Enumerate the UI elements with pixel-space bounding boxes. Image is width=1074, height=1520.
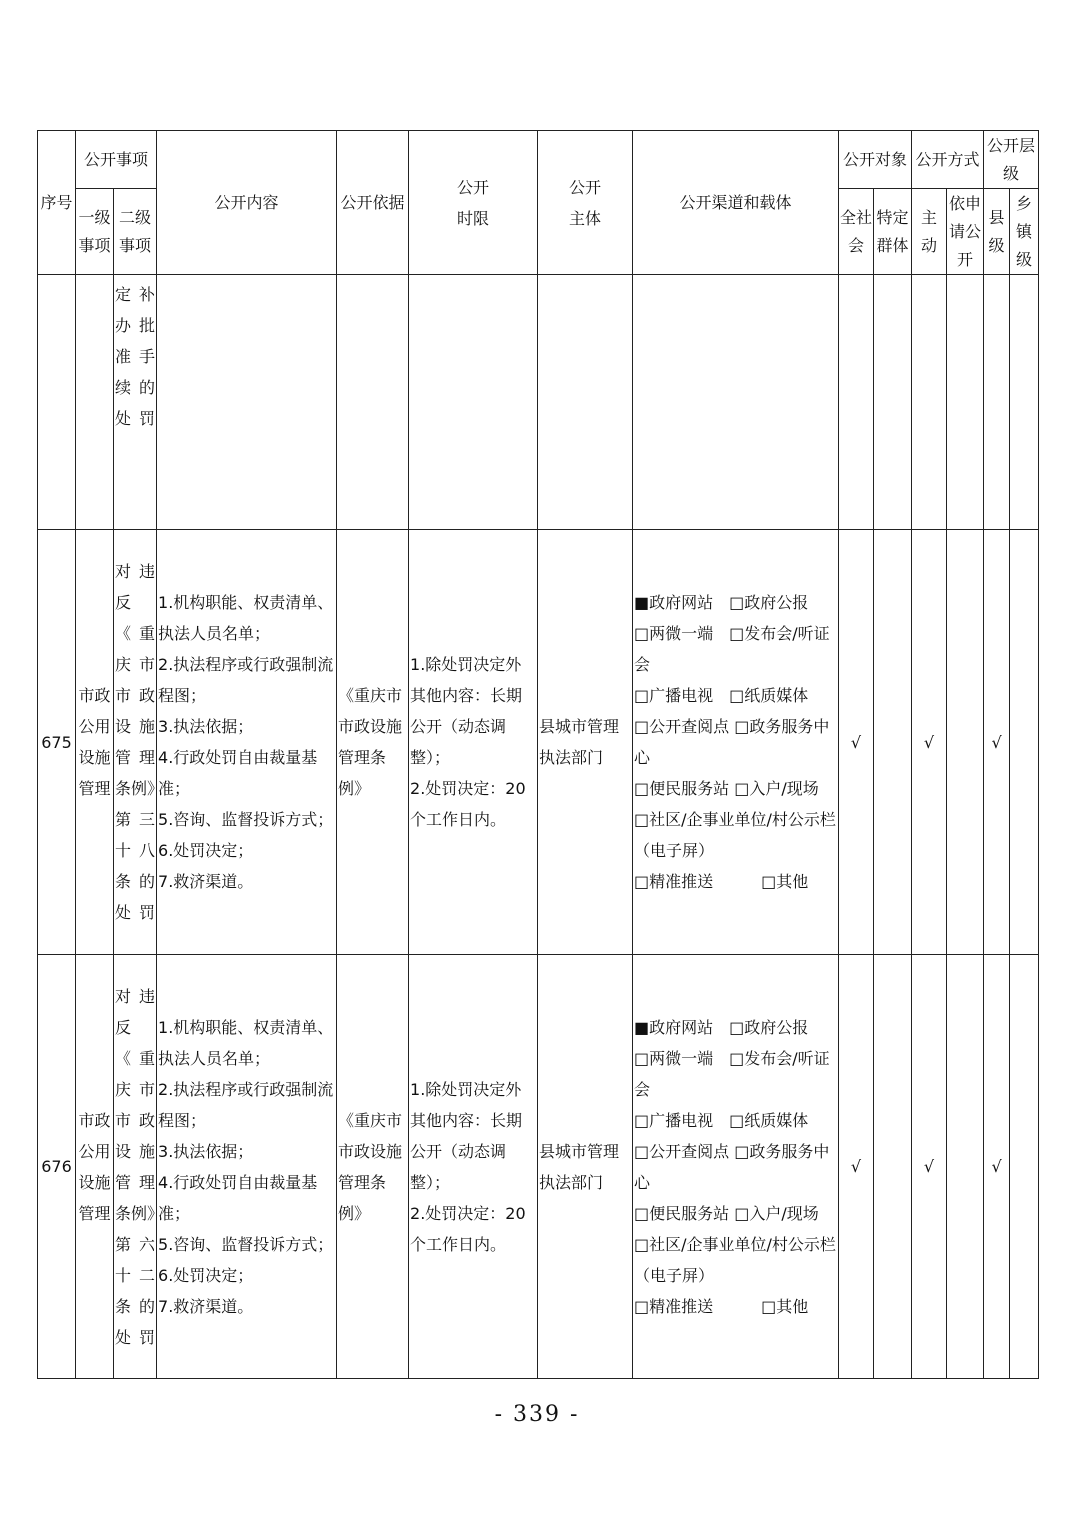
header-time-limit: 公开时限 bbox=[409, 131, 538, 275]
cont-content bbox=[157, 275, 337, 530]
row-on-request bbox=[947, 530, 984, 955]
row-specific-group bbox=[874, 530, 912, 955]
header-object-group: 特定群体 bbox=[874, 189, 912, 275]
row-town bbox=[1010, 955, 1039, 1379]
row-active: √ bbox=[912, 530, 947, 955]
row-basis: 《重庆市市政设施管理条例》 bbox=[337, 530, 409, 955]
row-seq: 675 bbox=[38, 530, 76, 955]
row-content: 1.机构职能、权责清单、执法人员名单； 2.执法程序或行政强制流程图； 3.执法依据； 4.行政处罚自由裁量基准； 5.咨询、监督投诉方式； 6.处罚决定； 7.救济渠道。 bbox=[157, 955, 337, 1379]
cont-basis bbox=[337, 275, 409, 530]
header-object: 公开对象 bbox=[839, 131, 912, 189]
table-row bbox=[38, 955, 1039, 1379]
cont-l2: 定补办批准手续的处罚 bbox=[114, 275, 157, 530]
header-item: 公开事项 bbox=[76, 131, 157, 189]
header-method-request: 依申请公开 bbox=[947, 189, 984, 275]
header-item-l1: 一级事项 bbox=[76, 189, 114, 275]
row-all-society: √ bbox=[839, 955, 874, 1379]
page-number: - 339 - bbox=[494, 1402, 580, 1427]
header-channel: 公开渠道和载体 bbox=[633, 131, 839, 275]
header-object-all: 全社会 bbox=[839, 189, 874, 275]
row-l1: 市政公用设施管理 bbox=[76, 530, 114, 955]
row-specific-group bbox=[874, 955, 912, 1379]
row-l2: 对违反《重庆市市政设施管理条例》第三十八条的处罚 bbox=[114, 530, 157, 955]
row-county: √ bbox=[984, 955, 1010, 1379]
row-l2: 对违反《重庆市市政设施管理条例》第六十二条的处罚 bbox=[114, 955, 157, 1379]
row-subject: 县城市管理执法部门 bbox=[538, 530, 633, 955]
row-channels: ■政府网站 □政府公报 □两微一端 □发布会/听证会 □广播电视 □纸质媒体 □公开查阅点 □政务服务中心 □便民服务站 □入户/现场 □社区/企事业单位/村公示栏（电子屏） □精准推送 □其他 bbox=[633, 955, 839, 1379]
row-active: √ bbox=[912, 955, 947, 1379]
header-subject: 公开主体 bbox=[538, 131, 633, 275]
cont-time bbox=[409, 275, 538, 530]
row-channels: ■政府网站 □政府公报 □两微一端 □发布会/听证会 □广播电视 □纸质媒体 □公开查阅点 □政务服务中心 □便民服务站 □入户/现场 □社区/企事业单位/村公示栏（电子屏） □精准推送 □其他 bbox=[633, 530, 839, 955]
table-row bbox=[38, 530, 1039, 955]
header-level: 公开层级 bbox=[984, 131, 1039, 189]
header-level-county: 县级 bbox=[984, 189, 1010, 275]
row-basis: 《重庆市市政设施管理条例》 bbox=[337, 955, 409, 1379]
row-county: √ bbox=[984, 530, 1010, 955]
cont-channel bbox=[633, 275, 839, 530]
row-content: 1.机构职能、权责清单、执法人员名单； 2.执法程序或行政强制流程图； 3.执法依据； 4.行政处罚自由裁量基准； 5.咨询、监督投诉方式； 6.处罚决定； 7.救济渠道。 bbox=[157, 530, 337, 955]
header-content: 公开内容 bbox=[157, 131, 337, 275]
header-seq: 序号 bbox=[38, 131, 76, 275]
continuation-row bbox=[38, 275, 1039, 530]
cont-l1 bbox=[76, 275, 114, 530]
header-item-l2: 二级事项 bbox=[114, 189, 157, 275]
header-level-town: 乡镇级 bbox=[1010, 189, 1039, 275]
disclosure-table bbox=[37, 130, 1039, 1379]
row-time-limit: 1.除处罚决定外其他内容：长期公开（动态调整）； 2.处罚决定：20个工作日内。 bbox=[409, 530, 538, 955]
row-on-request bbox=[947, 955, 984, 1379]
row-subject: 县城市管理执法部门 bbox=[538, 955, 633, 1379]
header-method: 公开方式 bbox=[912, 131, 984, 189]
row-town bbox=[1010, 530, 1039, 955]
header-basis: 公开依据 bbox=[337, 131, 409, 275]
row-l1: 市政公用设施管理 bbox=[76, 955, 114, 1379]
row-seq: 676 bbox=[38, 955, 76, 1379]
row-time-limit: 1.除处罚决定外其他内容：长期公开（动态调整）； 2.处罚决定：20个工作日内。 bbox=[409, 955, 538, 1379]
header-method-active: 主动 bbox=[912, 189, 947, 275]
cont-seq bbox=[38, 275, 76, 530]
row-all-society: √ bbox=[839, 530, 874, 955]
cont-subject bbox=[538, 275, 633, 530]
